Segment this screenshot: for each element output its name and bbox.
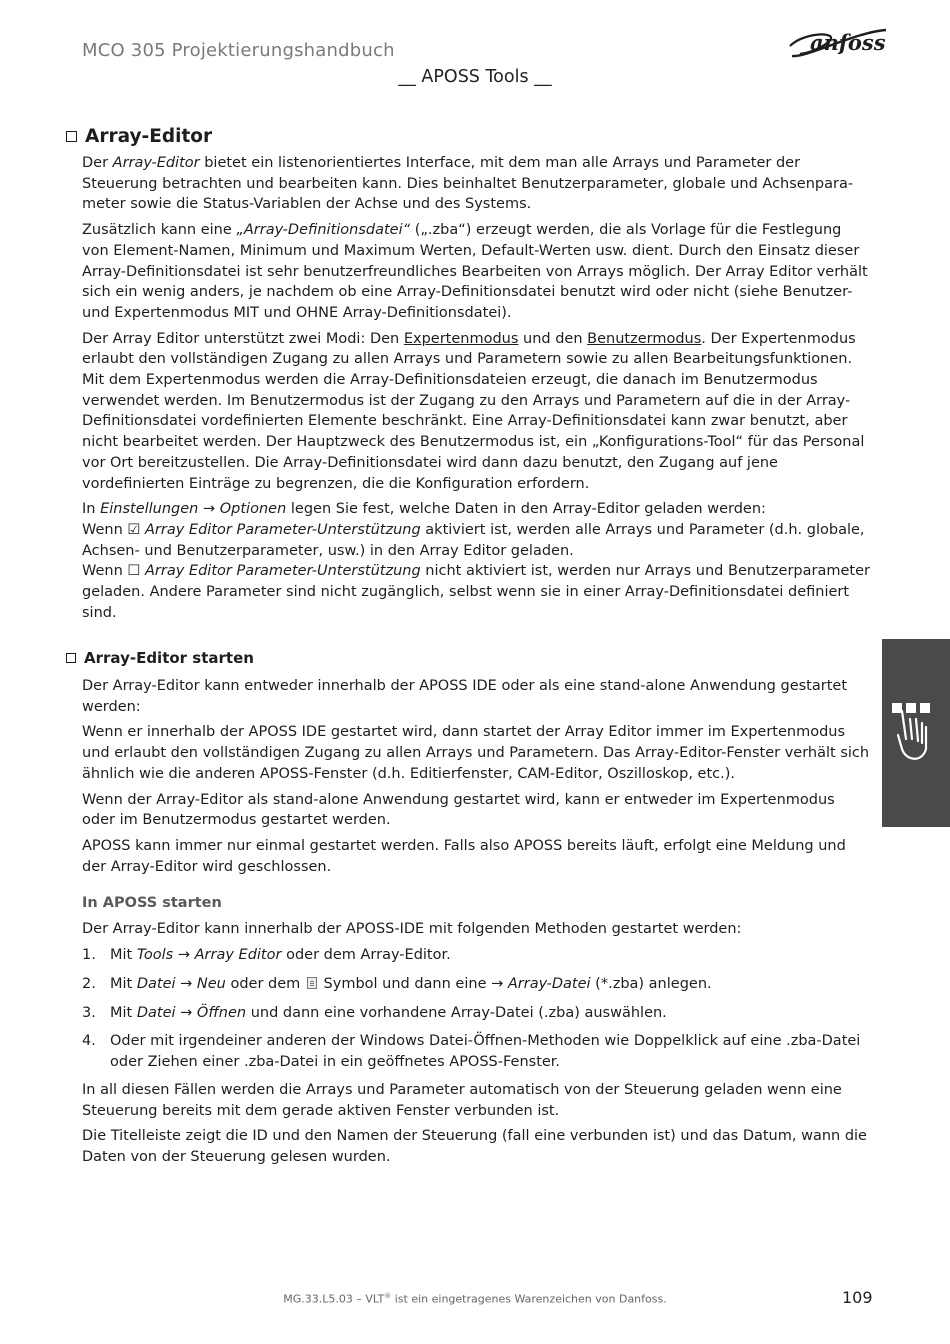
document-title: MCO 305 Projektierungshandbuch <box>82 40 395 61</box>
subsection-heading: In APOSS starten <box>82 895 222 911</box>
paragraph: In all diesen Fällen werden die Arrays und Parameter automatisch von der Steuerung geladen wenn eine Steuerung bereits mit dem gerade aktiven Fenster verbunden ist. <box>82 1082 842 1119</box>
section-heading-text: Array-Editor starten <box>84 649 254 667</box>
hand-pointer-icon <box>882 639 950 827</box>
svg-text:anfoss: anfoss <box>810 30 886 55</box>
square-bullet-icon <box>66 653 76 663</box>
footer-note: MG.33.L5.03 – VLT® ist ein eingetragenes Warenzeichen von Danfoss. <box>283 1292 667 1306</box>
paragraph: In Einstellungen → Optionen legen Sie fest, welche Daten in den Array-Editor geladen werden: Wenn ☑ Array Editor Parameter-Unterstützung aktiviert ist, werden alle Arrays und Parameter (d.h. globale, Achsen- und Benutzerparameter, usw.) in den Array Editor geladen. Wenn ☐ Array Editor Parameter-Unterstützung nicht aktiviert ist, werden nur Arrays und Benutzerparameter geladen. Andere Parameter sind nicht zugänglich, selbst wenn sie in einer Array-Definitionsdatei definiert sind. <box>82 501 870 621</box>
paragraph: Der Array Editor unterstützt zwei Modi: Den Expertenmodus und den Benutzermodus. Der Expertenmodus erlaubt den vollständigen Zugang zu allen Arrays und Parametern sowie zu allen Bearbeitungsfunktionen. Mit dem Expertenmodus werden die Array-Definitionsdateien erzeugt, die danach im Benutzermodus verwendet werden. Im Benutzermodus ist der Zugang zu den Arrays und Parametern auf die in der Array-Definitionsdatei vordefinierten Elemente beschränkt. Eine Array-Definitionsdatei kann zwar benutzt, aber nicht bearbeitet werden. Der Hauptzweck des Benutzermodus ist, ein „Konfigurations-Tool“ für das Personal vor Ort bereitzustellen. Die Array-Definitionsdatei wird dann dazu benutzt, den Zugang auf jene vordefinierten Einträge zu begrenzen, die die Konfiguration erfordern. <box>82 330 865 492</box>
danfoss-logo <box>786 22 890 62</box>
expertenmodus-link[interactable]: Expertenmodus <box>403 330 519 347</box>
paragraph: Wenn er innerhalb der APOSS IDE gestartet wird, dann startet der Array Editor immer im Expertenmodus und erlaubt den vollständigen Zugang zu allen Arrays und Parametern. Das Array-Editor-Fenster verhält sich ähnlich wie die anderen APOSS-Fenster (d.h. Editierfenster, CAM-Editor, Oszilloskop, etc.). <box>82 724 870 782</box>
benutzermodus-link[interactable]: Benutzermodus <box>587 330 702 347</box>
paragraph: Wenn der Array-Editor als stand-alone Anwendung gestartet wird, kann er entweder im Expertenmodus oder im Benutzermodus gestartet werden. <box>82 791 835 829</box>
square-bullet-icon <box>66 131 77 142</box>
new-document-icon <box>307 977 317 989</box>
section-heading-array-editor <box>66 126 212 147</box>
paragraph: Der Array-Editor kann entweder innerhalb der APOSS IDE oder als eine stand-alone Anwendung gestartet werden: <box>82 678 848 715</box>
paragraph: Die Titelleiste zeigt die ID und den Namen der Steuerung (fall eine verbunden ist) und das Datum, wann die Daten von der Steuerung gelesen wurden. <box>82 1128 867 1166</box>
page-number: 109 <box>842 1288 873 1307</box>
section-heading-text: Array-Editor <box>85 126 213 147</box>
section1-body <box>82 153 872 628</box>
paragraph: Der Array-Editor bietet ein listenorientiertes Interface, mit dem man alle Arrays und Parameter der Steuerung betrachten und bearbeiten kann. Dies beinhaltet Benutzerparameter, globale und Achsenpara-meter sowie die Status-Variablen der Achse und des Systems. <box>82 155 854 213</box>
paragraph: Zusätzlich kann eine „Array-Definitionsdatei“ („.zba“) erzeugt werden, die als Vorlage für die Festlegung von Element-Namen, Minimum und Maximum Werten, Default-Werten usw. dient. Durch den Einsatz dieser Array-Definitionsdatei ist sehr benutzerfreundliches Bearbeiten von Arrays möglich. Der Array Editor verhält sich ein wenig anders, je nachdem ob eine Array-Definitionsdatei benutzt wird oder nicht (siehe Benutzer- und Expertenmodus MIT und OHNE Array-Definitionsdatei). <box>82 222 868 321</box>
section2-body <box>82 676 872 882</box>
section-heading-array-editor-starten <box>66 649 254 667</box>
subsection-intro: Der Array-Editor kann innerhalb der APOSS-IDE mit folgenden Methoden gestartet werden: <box>82 921 742 937</box>
paragraph: APOSS kann immer nur einmal gestartet werden. Falls also APOSS bereits läuft, erfolgt eine Meldung und der Array-Editor wird geschlossen. <box>82 837 846 875</box>
closing-text <box>82 1080 872 1173</box>
chapter-header: __ APOSS Tools __ <box>398 67 552 87</box>
chapter-side-tab <box>882 639 950 827</box>
